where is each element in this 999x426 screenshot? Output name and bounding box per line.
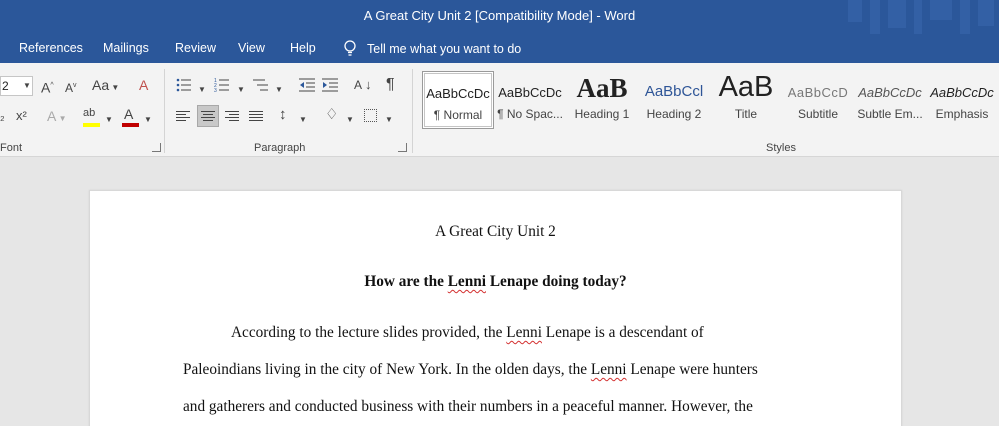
- text-run: How are the: [364, 273, 448, 290]
- style-subtle-emphasis[interactable]: [854, 71, 926, 129]
- divider: [164, 69, 165, 153]
- subscript-icon[interactable]: ₂: [0, 109, 5, 123]
- misspelled-word[interactable]: Lenni: [447, 273, 486, 290]
- tell-me-search[interactable]: [343, 40, 521, 57]
- style-name: Subtitle: [797, 107, 839, 121]
- decrease-indent-button[interactable]: [299, 77, 315, 98]
- increase-indent-icon: [322, 77, 338, 93]
- styles-group-label: Styles: [766, 142, 796, 154]
- font-size-value: 2: [2, 79, 9, 93]
- shrink-font-icon[interactable]: $A^v$: [65, 81, 77, 95]
- paragraph-line: [231, 324, 704, 342]
- chevron-down-icon[interactable]: ▼: [198, 85, 206, 94]
- clear-formatting-icon[interactable]: A: [139, 77, 149, 93]
- style-heading-1[interactable]: [566, 71, 638, 129]
- show-formatting-marks-icon[interactable]: ¶: [386, 76, 395, 93]
- style-sample: AaBbCcDc: [930, 85, 994, 100]
- chevron-down-icon[interactable]: ▼: [346, 115, 354, 124]
- tab-view[interactable]: View: [238, 41, 265, 55]
- align-center-icon: [201, 111, 215, 121]
- ribbon: [0, 63, 999, 157]
- multilevel-list-icon: [253, 77, 269, 93]
- sort-arrow-icon: ↓: [365, 77, 372, 92]
- decrease-indent-icon: [299, 77, 315, 93]
- font-size-box[interactable]: [0, 76, 33, 96]
- style-name: ¶ Normal: [433, 108, 483, 122]
- align-right-button[interactable]: [225, 111, 239, 121]
- line-spacing-icon[interactable]: ↕: [279, 106, 287, 123]
- style-name: Emphasis: [935, 107, 989, 121]
- style-sample: AaBbCcD: [787, 85, 849, 100]
- document-workspace: [0, 157, 999, 426]
- style-sample: AaBbCcDc: [426, 86, 490, 101]
- sort-icon[interactable]: A: [354, 78, 363, 92]
- text-run: Lenape doing today?: [486, 273, 627, 290]
- align-left-button[interactable]: [176, 111, 190, 121]
- misspelled-word[interactable]: Lenni: [590, 361, 627, 378]
- style-name: Heading 2: [646, 107, 702, 121]
- window-title: A Great City Unit 2 [Compatibility Mode] - Word: [363, 8, 636, 23]
- misspelled-word[interactable]: Lenni: [506, 324, 542, 341]
- tab-references[interactable]: References: [19, 41, 83, 55]
- document-page[interactable]: [89, 190, 902, 426]
- chevron-down-icon[interactable]: ▼: [144, 115, 152, 124]
- style-sample: AaBbCcDc: [498, 85, 562, 100]
- font-color-bar: [122, 123, 139, 127]
- ribbon-tabs: [0, 34, 999, 63]
- style-sample: AaBbCcl: [644, 83, 704, 100]
- style-sample: AaB: [718, 71, 774, 101]
- superscript-icon[interactable]: x²: [16, 108, 27, 123]
- style-sample: AaB: [576, 73, 628, 103]
- change-case-icon[interactable]: Aa ▼: [92, 77, 120, 93]
- justify-button[interactable]: [249, 111, 263, 121]
- style-name: ¶ No Spac...: [497, 107, 563, 121]
- style-name: Title: [734, 107, 758, 121]
- tab-help[interactable]: Help: [290, 41, 316, 55]
- paragraph-dialog-launcher[interactable]: [398, 143, 407, 152]
- divider: [412, 69, 413, 153]
- paragraph-group-label: Paragraph: [254, 142, 306, 154]
- chevron-down-icon[interactable]: ▼: [299, 115, 307, 124]
- paragraph-line: and gatherers and conducted business with their numbers in a peaceful manner. However, the: [183, 398, 753, 415]
- chevron-down-icon[interactable]: ▼: [105, 115, 113, 124]
- chevron-down-icon[interactable]: ▼: [237, 85, 245, 94]
- chevron-down-icon[interactable]: ▼: [275, 85, 283, 94]
- shading-icon[interactable]: ♢: [325, 106, 339, 123]
- title-bar: [0, 0, 999, 34]
- style-emphasis[interactable]: [926, 71, 998, 129]
- svg-text:1: 1: [214, 78, 217, 84]
- paragraph-line: [183, 361, 758, 379]
- align-center-button[interactable]: [197, 105, 219, 127]
- font-dialog-launcher[interactable]: [152, 143, 161, 152]
- numbering-icon: [214, 77, 230, 93]
- chevron-down-icon[interactable]: ▼: [385, 115, 393, 124]
- svg-text:2: 2: [214, 83, 217, 89]
- svg-text:3: 3: [214, 88, 217, 93]
- text-effects-icon[interactable]: A ▼: [47, 108, 67, 124]
- chevron-down-icon: ▼: [23, 81, 31, 90]
- font-group-label: Font: [0, 142, 23, 154]
- text-run: Lenape is a descendant of: [541, 324, 704, 341]
- document-question: [90, 273, 901, 291]
- highlight-icon[interactable]: ab: [83, 107, 96, 119]
- style-normal[interactable]: [422, 71, 494, 129]
- style-name: Subtle Em...: [857, 107, 923, 121]
- document-title: A Great City Unit 2: [435, 223, 556, 240]
- multilevel-list-button[interactable]: [253, 77, 269, 98]
- tell-me-label[interactable]: Tell me what you want to do: [367, 41, 522, 56]
- font-color-icon[interactable]: A: [124, 106, 134, 122]
- text-run: Lenape were hunters: [626, 361, 758, 378]
- style-sample: AaBbCcDc: [858, 85, 922, 100]
- style-subtitle[interactable]: [782, 71, 854, 129]
- style-heading-2[interactable]: [638, 71, 710, 129]
- highlight-color-bar: [83, 123, 100, 127]
- borders-icon[interactable]: [364, 109, 377, 122]
- style-no-spacing[interactable]: [494, 71, 566, 129]
- bullets-icon: [176, 77, 192, 93]
- increase-indent-button[interactable]: [322, 77, 338, 98]
- grow-font-icon[interactable]: A^: [41, 79, 54, 96]
- lightbulb-icon: [343, 40, 357, 57]
- tab-review[interactable]: Review: [175, 41, 216, 55]
- text-run: According to the lecture slides provided, the: [231, 324, 507, 341]
- text-run: Paleoindians living in the city of New York. In the olden days, the: [183, 361, 591, 378]
- bullets-button[interactable]: [176, 77, 192, 98]
- numbering-button[interactable]: [214, 77, 230, 98]
- style-name: Heading 1: [574, 107, 630, 121]
- style-title[interactable]: [710, 71, 782, 129]
- tab-mailings[interactable]: Mailings: [103, 41, 149, 55]
